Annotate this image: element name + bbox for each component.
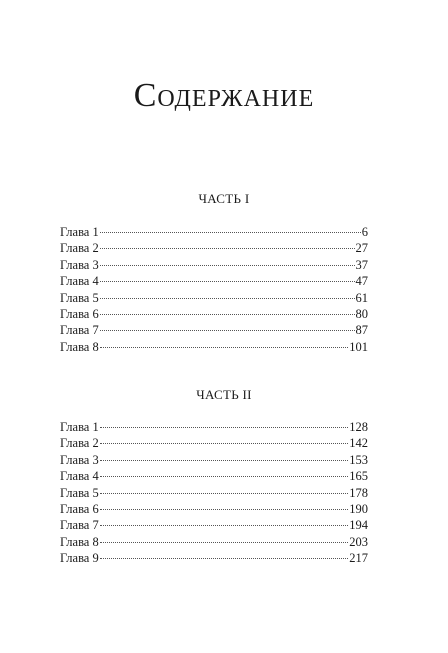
toc-entry[interactable] [60,306,368,322]
page-number: 6 [361,225,368,239]
chapter-label: Глава 4 [60,274,99,289]
page-number: 194 [349,518,368,533]
chapter-label: Глава 9 [60,551,99,566]
dotted-leader [100,460,349,461]
toc-list-part-1 [60,224,368,355]
chapter-label: Глава 7 [60,518,99,533]
toc-list-part-2 [60,419,368,567]
page-title: Содержание [133,77,315,114]
part-heading-2: ЧАСТЬ II [196,387,252,402]
page-number: 190 [349,501,368,516]
dotted-leader [100,281,355,282]
toc-entry[interactable] [60,339,368,355]
page-number: 37 [355,257,368,272]
dotted-leader [100,493,349,494]
page-number: 203 [349,534,368,549]
chapter-label: Глава 8 [60,534,99,549]
page-number: 178 [349,485,368,500]
toc-entry[interactable] [60,224,368,240]
dotted-leader [100,558,349,559]
page-number: 153 [349,452,368,467]
dotted-leader [100,509,349,510]
toc-entry[interactable] [60,468,368,484]
page-number: 80 [355,306,368,321]
page-number: 165 [349,469,368,484]
toc-entry[interactable] [60,257,368,273]
chapter-label: Глава 5 [60,485,99,500]
toc-entry[interactable] [60,290,368,306]
dotted-leader [100,347,349,348]
toc-entry[interactable] [60,435,368,451]
dotted-leader [100,443,349,444]
dotted-leader [100,232,361,233]
chapter-label: Глава 4 [60,469,99,484]
dotted-leader [100,265,355,266]
page-number: 142 [349,436,368,451]
page-number: 101 [349,339,368,354]
chapter-label: Глава 3 [60,257,99,272]
page-number: 87 [355,323,368,338]
dotted-leader [100,525,349,526]
dotted-leader [100,542,349,543]
chapter-label: Глава 6 [60,306,99,321]
dotted-leader [100,476,349,477]
chapter-label: Глава 7 [60,323,99,338]
chapter-label: Глава 1 [60,420,99,434]
dotted-leader [100,314,355,315]
chapter-label: Глава 2 [60,436,99,451]
dotted-leader [100,248,355,249]
chapter-label: Глава 1 [60,225,99,239]
toc-entry[interactable] [60,517,368,533]
page-number: 61 [355,290,368,305]
page-number: 128 [349,420,368,434]
toc-entry[interactable] [60,550,368,566]
page-number: 47 [355,274,368,289]
chapter-label: Глава 6 [60,501,99,516]
toc-entry[interactable] [60,273,368,289]
toc-entry[interactable] [60,240,368,256]
dotted-leader [100,427,349,428]
toc-entry[interactable] [60,534,368,550]
toc-entry[interactable] [60,501,368,517]
dotted-leader [100,298,355,299]
page-number: 27 [355,241,368,256]
toc-entry[interactable] [60,452,368,468]
toc-entry[interactable] [60,322,368,338]
page-number: 217 [349,551,368,566]
toc-entry[interactable] [60,419,368,435]
chapter-label: Глава 2 [60,241,99,256]
dotted-leader [100,330,355,331]
chapter-label: Глава 5 [60,290,99,305]
chapter-label: Глава 3 [60,452,99,467]
chapter-label: Глава 8 [60,339,99,354]
toc-entry[interactable] [60,485,368,501]
part-heading-1: ЧАСТЬ I [198,191,250,206]
